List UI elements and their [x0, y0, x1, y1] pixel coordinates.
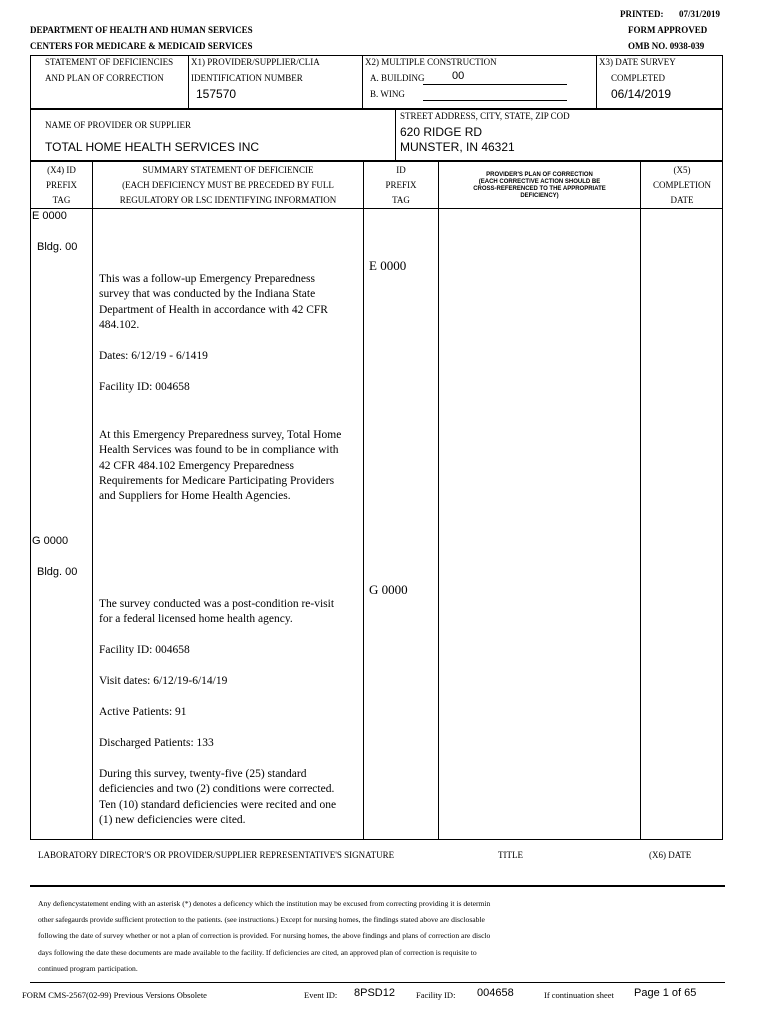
g-paragraph-5: Discharged Patients: 133 — [99, 737, 214, 749]
x2-building-label: A. BUILDING — [370, 73, 425, 83]
form-number: FORM CMS-2567(02-99) Previous Versions Obsolete — [22, 990, 207, 1000]
page-number: Page 1 of 65 — [634, 987, 697, 999]
g-paragraph-6: During this survey, twenty-five (25) standard deficiencies and two (2) conditions were corrected. Ten (10) standard deficiencies were recited and one (1) new deficiencies were cited. — [99, 768, 337, 826]
printed-label: PRINTED: — [620, 9, 664, 19]
director-signature-label: LABORATORY DIRECTOR'S OR PROVIDER/SUPPLIER REPRESENTATIVE'S SIGNATURE — [38, 850, 395, 860]
disclaimer: Any defiencystatement ending with an asterisk (*) denotes a deficency which the institution may be excused from correcting providing it is determin other safegaurds provide sufficient protection to the patients. (see instructions.) Except for nursing homes, the findings stated above are disclosable following the date of survey whether or not a plan of correction is provided. For nursing homes, the above findings and plans of correction are disclo days following the date these documents are made available to the facility. If deficiencies are cited, an approved plan of correction is requisite to continued program participation. — [38, 899, 491, 973]
provider-value: TOTAL HOME HEALTH SERVICES INC — [45, 140, 260, 154]
tag-e-left: E 0000 — [32, 210, 67, 222]
facility-id-label: Facility ID: — [416, 990, 456, 1000]
tag-e-right: E 0000 — [369, 258, 407, 273]
e-paragraph-3: Facility ID: 004658 — [99, 381, 190, 393]
x1-value: 157570 — [196, 87, 237, 101]
x6-date-label: (X6) DATE — [649, 850, 692, 860]
address-label: STREET ADDRESS, CITY, STATE, ZIP COD — [400, 111, 570, 121]
omb-number: OMB NO. 0938-039 — [628, 41, 705, 51]
e-paragraph-1: This was a follow-up Emergency Preparedness survey that was conducted by the Indiana State Department of Health in accordance with 42 CFR 484.102. — [99, 273, 328, 331]
continuation-label: If continuation sheet — [544, 990, 614, 1000]
address-line2: MUNSTER, IN 46321 — [400, 140, 515, 154]
event-id-value: 8PSD12 — [354, 987, 395, 999]
g-paragraph-3: Visit dates: 6/12/19-6/14/19 — [99, 675, 228, 687]
col-summary-header: SUMMARY STATEMENT OF DEFICIENCIE (EACH DEFICIENCY MUST BE PRECEDED BY FULL REGULATORY OR LSC IDENTIFYING INFORMATION — [119, 165, 337, 205]
tag-g-right: G 0000 — [369, 582, 408, 597]
facility-id-value: 004658 — [477, 987, 514, 999]
x3-label-2: COMPLETED — [611, 73, 665, 83]
agency-line2: CENTERS FOR MEDICARE & MEDICAID SERVICES — [30, 41, 253, 51]
g-paragraph-4: Active Patients: 91 — [99, 706, 187, 718]
g-paragraph-1: The survey conducted was a post-condition re-visit for a federal licensed home health agency. — [99, 598, 335, 626]
x1-label-2: IDENTIFICATION NUMBER — [191, 73, 303, 83]
col-x4-header: (X4) ID PREFIX TAG — [45, 165, 77, 205]
e-paragraph-2: Dates: 6/12/19 - 6/1419 — [99, 350, 208, 362]
x2-wing-label: B. WING — [370, 89, 405, 99]
col-id-header: ID PREFIX TAG — [385, 165, 417, 205]
col-plan-header: PROVIDER'S PLAN OF CORRECTION (EACH CORRECTIVE ACTION SHOULD BE CROSS-REFERENCED TO THE APPROPRIATE DEFICIENCY) — [473, 172, 606, 199]
provider-label: NAME OF PROVIDER OR SUPPLIER — [45, 120, 192, 130]
tag-g-left: G 0000 — [32, 535, 69, 547]
event-id-label: Event ID: — [304, 990, 338, 1000]
bldg-g: Bldg. 00 — [37, 566, 78, 578]
g-paragraph-2: Facility ID: 004658 — [99, 644, 190, 656]
statement-label-1: STATEMENT OF DEFICIENCIES — [45, 57, 174, 67]
x2-building-value: 00 — [452, 70, 465, 82]
col-x5-header: (X5) COMPLETION DATE — [653, 165, 711, 205]
printed-date: 07/31/2019 — [679, 9, 721, 19]
x1-label-1: X1) PROVIDER/SUPPLIER/CLIA — [191, 57, 320, 67]
address-line1: 620 RIDGE RD — [400, 125, 483, 139]
bldg-e: Bldg. 00 — [37, 241, 78, 253]
form-approved: FORM APPROVED — [628, 25, 708, 35]
title-label: TITLE — [498, 850, 523, 860]
x3-label-1: X3) DATE SURVEY — [599, 57, 676, 67]
x2-label: X2) MULTIPLE CONSTRUCTION — [365, 57, 497, 67]
agency-line1: DEPARTMENT OF HEALTH AND HUMAN SERVICES — [30, 25, 253, 35]
x3-value: 06/14/2019 — [611, 87, 672, 101]
e-paragraph-4: At this Emergency Preparedness survey, Total Home Health Services was found to be in compliance with 42 CFR 484.102 Emergency Preparedness Requirements for Medicare Participating Providers and Suppliers for Home Health Agencies. — [99, 429, 342, 503]
statement-label-2: AND PLAN OF CORRECTION — [45, 73, 164, 83]
